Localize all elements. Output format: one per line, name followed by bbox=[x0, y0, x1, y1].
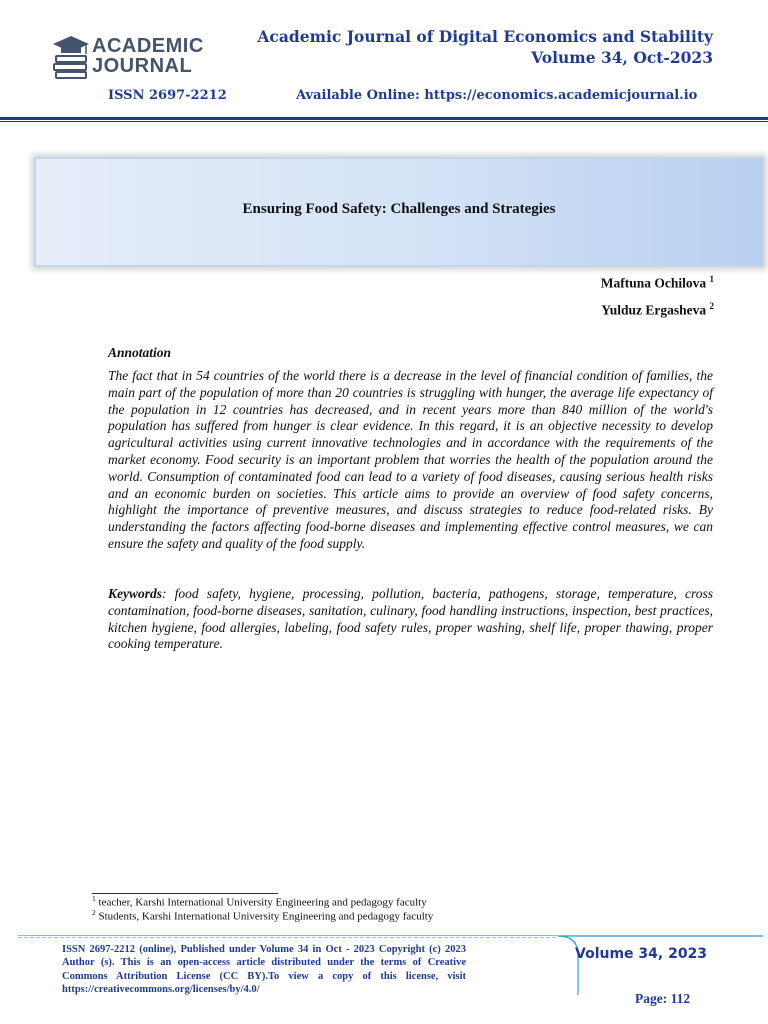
article-title: Ensuring Food Safety: Challenges and Strategies bbox=[242, 201, 556, 217]
journal-logo bbox=[52, 34, 232, 84]
footer-volume: Volume 34, 2023 bbox=[575, 946, 708, 962]
footer-license: ISSN 2697-2212 (online), Published under Volume 34 in Oct - 2023 Copyright (c) 2023 Author (s). This is an open-access article distributed under the terms of Creative Commons Attribution License (CC BY).To view a copy of this license, visit https://creativecommons.org/licenses/by/4.0/ bbox=[62, 944, 466, 996]
author-affiliation-marker: 2 bbox=[709, 301, 714, 311]
title-box bbox=[34, 157, 764, 267]
keywords-paragraph bbox=[108, 586, 713, 653]
annotation-heading: Annotation bbox=[108, 345, 172, 360]
logo-wordmark bbox=[92, 36, 204, 76]
journal-name: Academic Journal of Digital Economics and Stability bbox=[257, 27, 713, 46]
author-name: Maftuna Ochilova bbox=[600, 275, 707, 291]
footnote-marker: 2 bbox=[92, 908, 96, 917]
keywords-label: Keywords bbox=[108, 586, 162, 601]
author-name: Yulduz Ergasheva bbox=[601, 302, 707, 318]
footnote-marker: 1 bbox=[92, 894, 96, 903]
footnote-1 bbox=[92, 894, 427, 909]
footnote-2 bbox=[92, 908, 433, 923]
author-1 bbox=[601, 274, 714, 292]
author-2 bbox=[601, 301, 714, 319]
volume-line: Volume 34, Oct-2023 bbox=[531, 48, 713, 67]
author-affiliation-marker: 1 bbox=[709, 274, 714, 284]
keywords-list: : food safety, hygiene, processing, pollution, bacteria, pathogens, storage, temperature, cross contamination, food-borne diseases, sanitation, culinary, food handling instructions, inspection, best practices, kitchen hygiene, food allergies, labeling, food safety rules, proper washing, shelf life, proper thawing, proper cooking temperature. bbox=[108, 586, 713, 652]
available-online-link[interactable]: Available Online: https://economics.academicjournal.io bbox=[296, 88, 698, 103]
footnote-text: teacher, Karshi International University Engineering and pedagogy faculty bbox=[98, 896, 427, 909]
annotation-text: The fact that in 54 countries of the world there is a decrease in the level of financial condition of families, the main part of the population of more than 20 countries is struggling with hunger, the average life expectancy of the population in 12 countries has decreased, and in recent years more than 840 million of the world's population has suffered from hunger is clear evidence. In this regard, it is an objective necessity to develop agricultural activities using current innovative technologies and in accordance with the requirements of the market economy. Food security is an important problem that worries the health of the population around the world. Consumption of contaminated food can lead to a variety of food diseases, causing serious health risks and an economic burden on societies. This article aims to provide an overview of food safety concerns, highlight the importance of preventive measures, and discuss strategies to reduce food-related risks. By understanding the factors affecting food-borne diseases and implementing effective control measures, we can ensure the safety and quality of the food supply. bbox=[108, 368, 713, 551]
graduation-cap-books-icon bbox=[52, 34, 90, 80]
footnote-text: Students, Karshi International University Engineering and pedagogy faculty bbox=[98, 910, 434, 923]
logo-line-2: JOURNAL bbox=[92, 55, 193, 77]
header-rule bbox=[0, 117, 768, 120]
journal-header bbox=[257, 26, 713, 68]
logo-line-1: ACADEMIC bbox=[92, 35, 204, 57]
issn-header: ISSN 2697-2212 bbox=[108, 88, 227, 103]
header-rule-thin bbox=[0, 121, 768, 122]
page-number: Page: 112 bbox=[635, 991, 691, 1006]
